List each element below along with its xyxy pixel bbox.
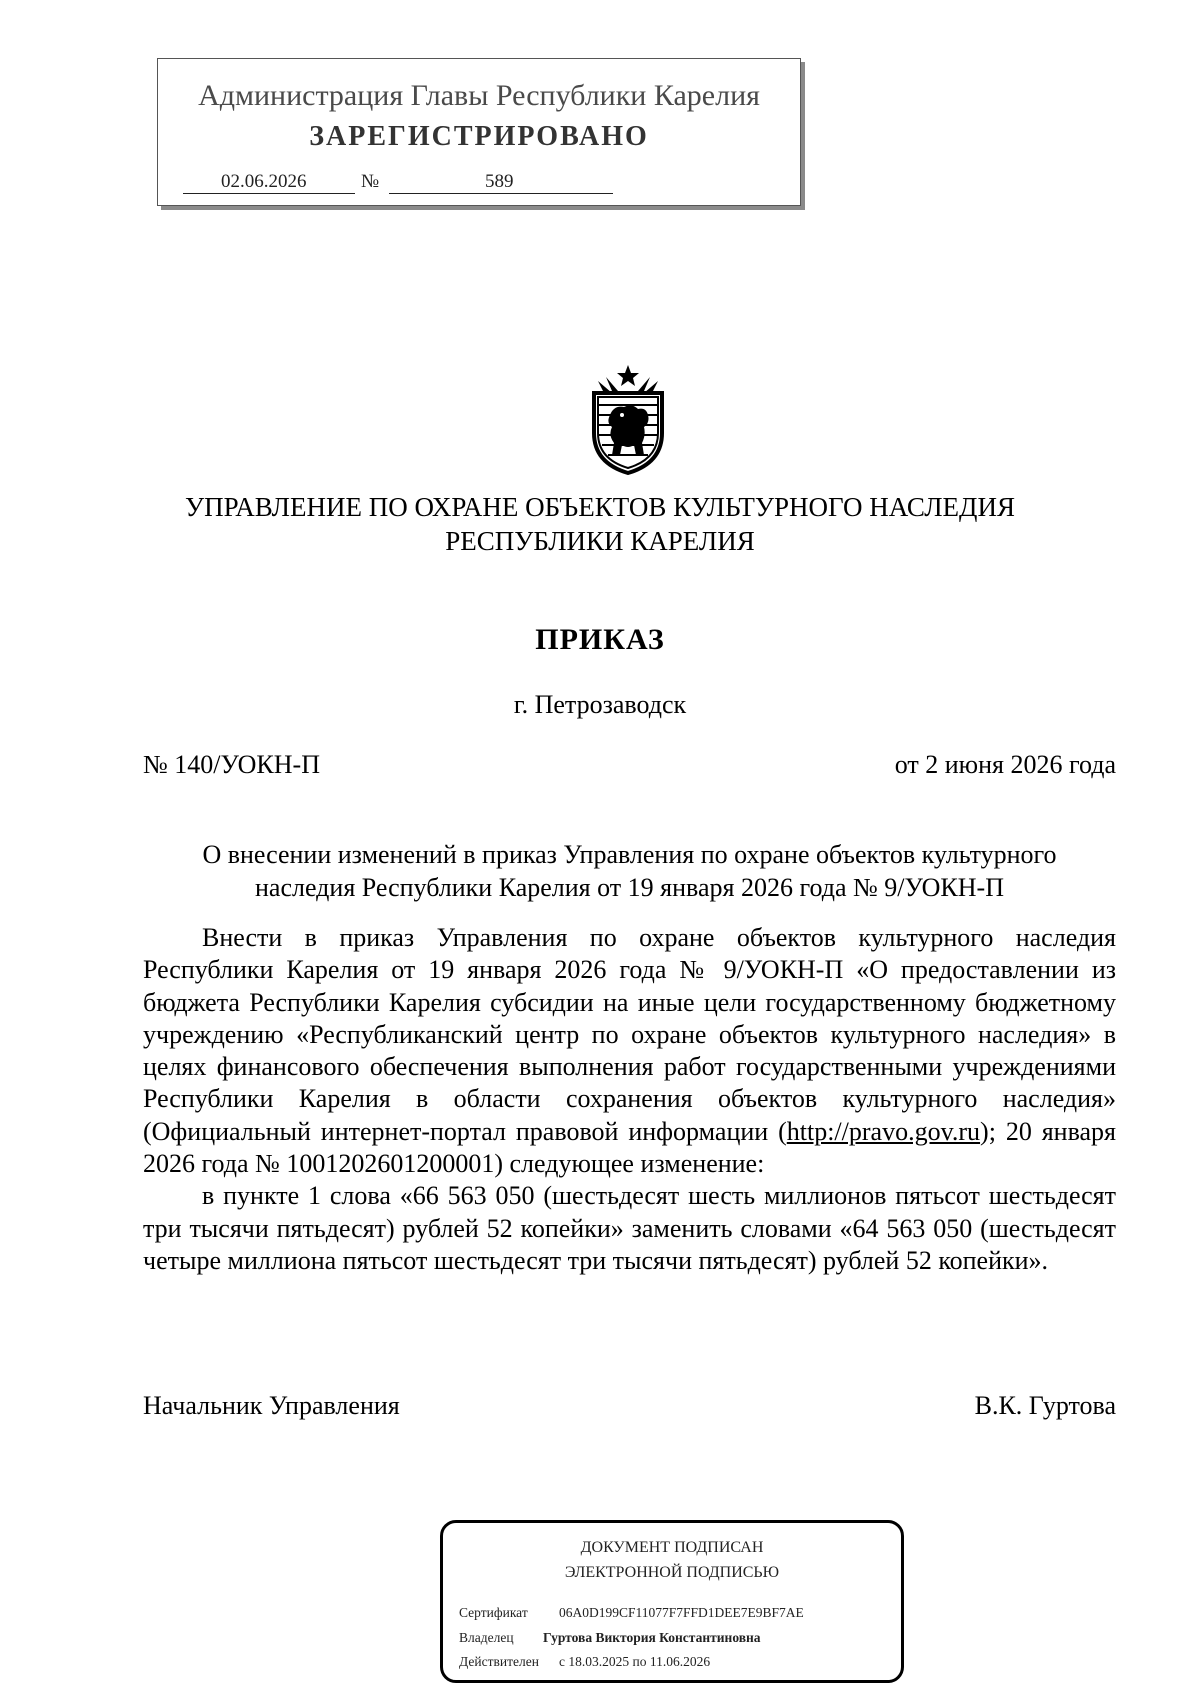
number-underline <box>389 193 613 194</box>
registration-stamp-status: ЗАРЕГИСТРИРОВАНО <box>309 121 649 152</box>
esignature-header-line2: ЭЛЕКТРОННОЙ ПОДПИСЬЮ <box>564 1564 780 1581</box>
signer-position: Начальник Управления <box>143 1391 400 1420</box>
document-body <box>143 922 1116 1277</box>
organization-name-line1: УПРАВЛЕНИЕ ПО ОХРАНЕ ОБЪЕКТОВ КУЛЬТУРНОГО НАСЛЕДИЯ <box>185 492 1015 522</box>
esignature-header-line1: ДОКУМЕНТ ПОДПИСАН <box>580 1539 764 1556</box>
registration-number-label: № <box>361 171 380 192</box>
owner-label: Владелец <box>459 1630 514 1645</box>
esignature-certificate <box>459 1605 804 1621</box>
electronic-signature-stamp <box>440 1520 904 1683</box>
registration-date: 02.06.2026 <box>221 171 307 192</box>
document-subject <box>143 838 1116 904</box>
signature-row <box>143 1391 1116 1425</box>
signer-name: В.К. Гуртова <box>974 1391 1116 1420</box>
registration-stamp <box>157 58 801 206</box>
document-date: от 2 июня 2026 года <box>894 750 1116 779</box>
paragraph-1-text-start: Внести в приказ Управления по охране объектов культурного наследия Республики Карелия от 19 января 2026 года № 9/УОКН-П «О предоставлении из бюджета Республики Карелия субсидии на иные цели государственному бюджетному учреждению «Республиканский центр по охране объектов культурного наследия» в целях финансового обеспечения выполнения работ государственными учреждениями Республики Карелия в области сохранения объектов культурного наследия» (Официальный интернет-портал правовой информации ( <box>143 923 1116 1146</box>
registration-stamp-authority: Администрация Главы Республики Карелия <box>198 79 760 112</box>
organization-name-line2: РЕСПУБЛИКИ КАРЕЛИЯ <box>445 526 755 556</box>
esignature-validity <box>459 1654 710 1670</box>
document-subject-line1: О внесении изменений в приказ Управления по охране объектов культурного <box>202 840 1057 869</box>
document-city: г. Петрозаводск <box>513 690 687 719</box>
organization-name <box>0 490 1200 558</box>
esignature-owner <box>459 1630 761 1646</box>
document-number-row <box>143 750 1116 784</box>
document-number: № 140/УОКН-П <box>143 750 320 779</box>
validity-value: с 18.03.2025 по 11.06.2026 <box>559 1654 711 1669</box>
date-underline <box>183 193 355 194</box>
document-type: ПРИКАЗ <box>535 623 665 656</box>
document-subject-line2: наследия Республики Карелия от 19 января 2026 года № 9/УОКН-П <box>255 873 1004 902</box>
coat-of-arms-icon <box>584 363 672 475</box>
paragraph-2: в пункте 1 слова «66 563 050 (шестьдесят шесть миллионов пятьсот шестьдесят три тысячи пятьдесят) рублей 52 копейки» заменить словами «64 563 050 (шестьдесят четыре миллиона пятьсот шестьдесят три тысячи пятьдесят) рублей 52 копейки». <box>143 1181 1116 1275</box>
certificate-label: Сертификат <box>459 1605 528 1620</box>
validity-label: Действителен <box>459 1654 539 1669</box>
pravo-link[interactable]: http://pravo.gov.ru <box>786 1116 981 1146</box>
owner-value: Гуртова Виктория Константиновна <box>543 1630 761 1645</box>
paragraph-1-text-end: ); 20 января 2026 года № 1001202601200001) следующее изменение: <box>143 1116 1117 1179</box>
certificate-value: 06A0D199CF11077F7FFD1DEE7E9BF7AE <box>559 1605 804 1620</box>
paragraph-1 <box>143 922 1116 1180</box>
registration-number: 589 <box>485 171 514 192</box>
